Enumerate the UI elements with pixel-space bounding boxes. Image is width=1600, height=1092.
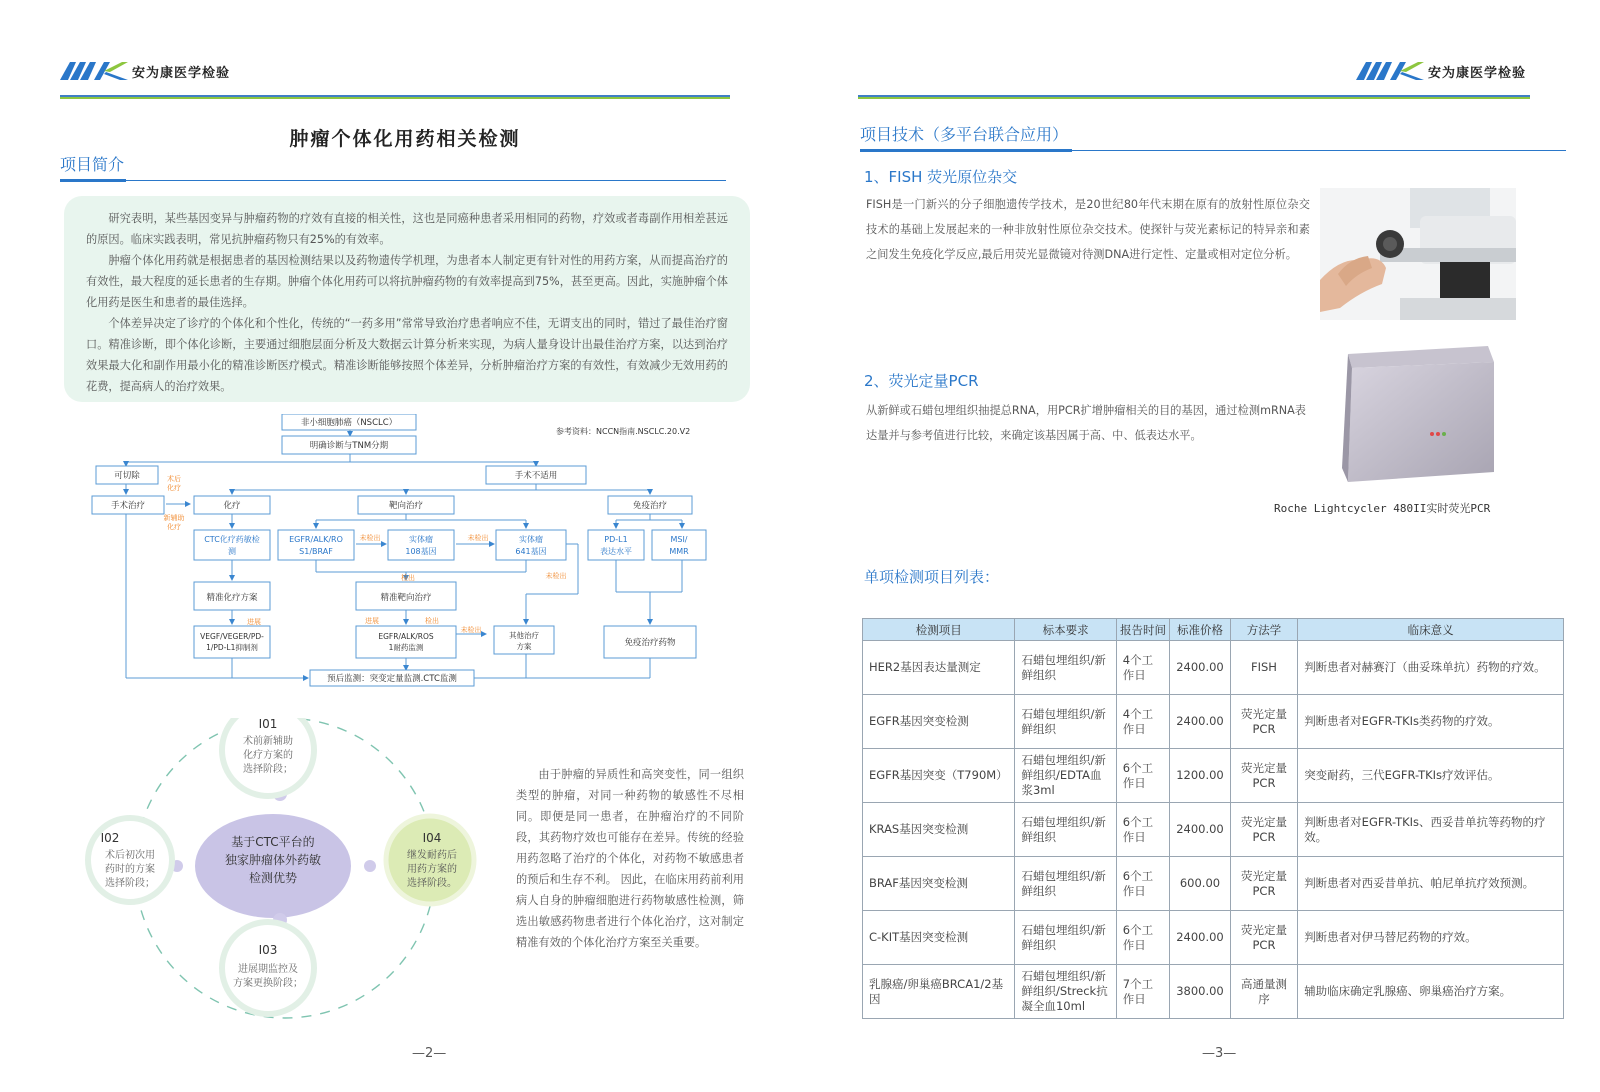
section-title-intro: 项目简介 xyxy=(60,155,125,174)
stage-i04-text: 用药方案的 xyxy=(407,864,457,875)
table-row xyxy=(863,803,1564,857)
node-vegf: VEGF/VEGER/PD- xyxy=(200,632,264,641)
node-immuno: 免疫治疗 xyxy=(632,501,668,511)
node-pdl1: 表达水平 xyxy=(600,547,632,556)
treatment-flowchart xyxy=(86,414,726,710)
standard-price: 2400.00 xyxy=(1170,803,1231,857)
node-other: 其他治疗 xyxy=(509,631,539,640)
label-detected: 检出 xyxy=(401,574,415,582)
node-egfr-monitor: 1耐药监测 xyxy=(388,643,424,652)
section-rule xyxy=(60,180,726,181)
intro-box xyxy=(64,196,750,402)
label-detected: 检出 xyxy=(425,617,439,625)
stage-i01-text: 术前新辅助 xyxy=(243,736,293,747)
report-time: 4个工作日 xyxy=(1116,641,1169,695)
method: 高通量测序 xyxy=(1230,965,1297,1019)
stage-i01-text: 化疗方案的 xyxy=(243,750,293,761)
test-item: HER2基因表达量测定 xyxy=(863,641,1015,695)
label-not-detected: 未检出 xyxy=(545,572,567,580)
stage-i03-number: I03 xyxy=(258,943,278,957)
node-precise-chemo: 精准化疗方案 xyxy=(206,593,258,603)
method: 荧光定量PCR xyxy=(1230,749,1297,803)
pcr-description: 从新鲜或石蜡包埋组织抽提总RNA，用PCR扩增肿瘤相关的目的基因，通过检测mRNA表达量并与参考值进行比较，来确定该基因属于高、中、低表达水平。 xyxy=(866,404,1306,442)
column-header: 方法学 xyxy=(1230,619,1297,641)
node-surgery: 手术治疗 xyxy=(110,501,146,511)
column-header: 检测项目 xyxy=(863,619,1015,641)
microscope-photo xyxy=(1320,188,1516,320)
table-row xyxy=(863,641,1564,695)
report-time: 7个工作日 xyxy=(1116,965,1169,1019)
sample-requirement: 石蜡包埋组织/新鲜组织 xyxy=(1015,911,1116,965)
label-progress: 进展 xyxy=(365,617,379,625)
brand-name: 安为康医学检验 xyxy=(132,65,231,81)
test-items-table xyxy=(862,618,1564,1019)
test-item: EGFR基因突变检测 xyxy=(863,695,1015,749)
node-pdl1: PD-L1 xyxy=(604,535,628,544)
node-msi: MSI/ xyxy=(670,535,688,544)
clinical-meaning: 判断患者对EGFR-TKIs、西妥昔单抗等药物的疗效。 xyxy=(1298,803,1564,857)
label-neoadj: 化疗 xyxy=(167,523,181,531)
header-rule xyxy=(60,95,730,99)
test-item: EGFR基因突变（T790M） xyxy=(863,749,1015,803)
clinical-meaning: 判断患者对EGFR-TKIs类药物的疗效。 xyxy=(1298,695,1564,749)
page-title: 肿瘤个体化用药相关检测 xyxy=(289,128,521,150)
brand-logo-icon xyxy=(60,60,128,82)
report-time: 6个工作日 xyxy=(1116,749,1169,803)
standard-price: 600.00 xyxy=(1170,857,1231,911)
sample-requirement: 石蜡包埋组织/新鲜组织 xyxy=(1015,641,1116,695)
label-not-detected: 未检出 xyxy=(467,534,489,542)
brand-logo xyxy=(1356,60,1526,82)
clinical-meaning: 判断患者对伊马替尼药物的疗效。 xyxy=(1298,911,1564,965)
label-not-detected: 未检出 xyxy=(359,534,381,542)
cycle-center-text: 独家肿瘤体外药敏 xyxy=(224,853,322,867)
test-item: BRAF基因突变检测 xyxy=(863,857,1015,911)
stage-i02-number: I02 xyxy=(100,831,120,845)
node-egfr: S1/BRAF xyxy=(299,547,333,556)
report-time: 6个工作日 xyxy=(1116,803,1169,857)
table-header-row xyxy=(863,619,1564,641)
stage-i04-text: 继发耐药后 xyxy=(407,850,457,861)
node-solid-108: 108基因 xyxy=(405,547,437,556)
table-row xyxy=(863,749,1564,803)
brand-logo-icon xyxy=(1356,60,1424,82)
flowchart-reference: 参考资料：NCCN指南.NSCLC.20.V2 xyxy=(556,427,691,436)
cycle-center-text: 基于CTC平台的 xyxy=(231,835,315,849)
node-solid-108: 实体瘤 xyxy=(409,535,433,544)
clinical-meaning: 判断患者对西妥昔单抗、帕尼单抗疗效预测。 xyxy=(1298,857,1564,911)
stage-i01-number: I01 xyxy=(258,718,278,731)
pcr-caption: Roche Lightcycler 480II实时荧光PCR xyxy=(1274,502,1491,515)
node-other: 方案 xyxy=(516,642,532,651)
label-postop: 化疗 xyxy=(167,484,181,492)
node-ctc-test: CTC化疗药敏检 xyxy=(204,535,260,544)
node-ctc-test: 测 xyxy=(228,547,236,556)
intro-paragraph: 研究表明，某些基因变异与肿瘤药物的疗效有直接的相关性，这也是同癌种患者采用相同的药物，疗效或者毒副作用相差甚远的原因。临床实践表明，常见抗肿瘤药物只有25%的有效率。 xyxy=(86,212,728,246)
fish-description: FISH是一门新兴的分子细胞遗传学技术，是20世纪80年代末期在原有的放射性原位杂交技术的基础上发展起来的一种非放射性原位杂交技术。使探针与荧光素标记的特异亲和素之间发生免疫化学反应,最后用荧光显微镜对待测DNA进行定性、定量或相对定位分析。 xyxy=(866,198,1310,261)
stage-i04-number: I04 xyxy=(422,831,442,845)
sample-requirement: 石蜡包埋组织/新鲜组织 xyxy=(1015,803,1116,857)
section-title-technology: 项目技术（多平台联合应用） xyxy=(860,125,1069,144)
stage-i03-text: 方案更换阶段； xyxy=(233,978,303,989)
node-chemo: 化疗 xyxy=(223,501,241,511)
table-title: 单项检测项目列表： xyxy=(864,568,1000,586)
sample-requirement: 石蜡包埋组织/新鲜组织/EDTA血浆3ml xyxy=(1015,749,1116,803)
sample-requirement: 石蜡包埋组织/新鲜组织 xyxy=(1015,857,1116,911)
node-resectable: 可切除 xyxy=(114,471,140,481)
section-rule xyxy=(860,150,1566,151)
pcr-title: 2、荧光定量PCR xyxy=(864,372,979,390)
node-targeted: 靶向治疗 xyxy=(388,501,424,511)
table-row xyxy=(863,965,1564,1019)
column-header: 标准价格 xyxy=(1170,619,1231,641)
brand-name: 安为康医学检验 xyxy=(1428,65,1527,81)
clinical-meaning: 辅助临床确定乳腺癌、卵巢癌治疗方案。 xyxy=(1298,965,1564,1019)
clinical-meaning: 突变耐药，三代EGFR-TKIs疗效评估。 xyxy=(1298,749,1564,803)
microscope-icon xyxy=(1320,188,1516,320)
test-item: 乳腺癌/卵巢癌BRCA1/2基因 xyxy=(863,965,1015,1019)
method: 荧光定量PCR xyxy=(1230,911,1297,965)
node-prognosis: 预后监测：突变定量监测.CTC监测 xyxy=(327,674,457,684)
sample-requirement: 石蜡包埋组织/新鲜组织/Streck抗凝全血10ml xyxy=(1015,965,1116,1019)
node-vegf: 1/PD-L1抑制剂 xyxy=(206,643,258,652)
clinical-meaning: 判断患者对赫赛汀（曲妥珠单抗）药物的疗效。 xyxy=(1298,641,1564,695)
label-neoadj: 新辅助 xyxy=(163,514,185,522)
standard-price: 2400.00 xyxy=(1170,641,1231,695)
cycle-center-text: 检测优势 xyxy=(248,871,298,885)
node-immuno-drug: 免疫治疗药物 xyxy=(624,638,676,648)
standard-price: 2400.00 xyxy=(1170,695,1231,749)
node-precise-targeted: 精准靶向治疗 xyxy=(380,593,432,603)
standard-price: 1200.00 xyxy=(1170,749,1231,803)
brand-logo xyxy=(60,60,230,82)
node-solid-641: 641基因 xyxy=(515,547,547,556)
report-time: 6个工作日 xyxy=(1116,857,1169,911)
node-msi: MMR xyxy=(669,547,689,556)
test-item: C-KIT基因突变检测 xyxy=(863,911,1015,965)
report-time: 6个工作日 xyxy=(1116,911,1169,965)
method: 荧光定量PCR xyxy=(1230,803,1297,857)
column-header: 报告时间 xyxy=(1116,619,1169,641)
test-item: KRAS基因突变检测 xyxy=(863,803,1015,857)
ctc-cycle-diagram xyxy=(70,718,500,1028)
header-rule xyxy=(858,95,1530,99)
heterogeneity-paragraph: 由于肿瘤的异质性和高突变性，同一组织类型的肿瘤，对同一种药物的敏感性不尽相同。即便是同一患者，在肿瘤治疗的不同阶段，其药物疗效也可能存在差异。传统的经验用药忽略了治疗的个体化，对药物不敏感患者的预后和生存不利。 因此，在临床用药前利用病人自身的肿瘤细胞进行药物敏感性检测，筛选出敏感药物患者进行个体化治疗，这对制定精准有效的个体化治疗方案至关重要。 xyxy=(516,768,744,949)
column-header: 标本要求 xyxy=(1015,619,1116,641)
standard-price: 2400.00 xyxy=(1170,911,1231,965)
fish-title: 1、FISH 荧光原位杂交 xyxy=(864,168,1018,186)
sample-requirement: 石蜡包埋组织/新鲜组织 xyxy=(1015,695,1116,749)
intro-paragraph: 肿瘤个体化用药就是根据患者的基因检测结果以及药物遗传学机理，为患者本人制定更有针对性的用药方案，从而提高治疗的有效性，最大程度的延长患者的生存期。肿瘤个体化用药可以将抗肿瘤药物的有效率提高到75%，甚至更高。因此，实施肿瘤个体化用药是医生和患者的最佳选择。 xyxy=(86,254,728,309)
column-header: 临床意义 xyxy=(1298,619,1564,641)
pcr-machine-photo xyxy=(1338,342,1500,494)
node-egfr: EGFR/ALK/RO xyxy=(289,535,343,544)
label-not-detected: 未检出 xyxy=(460,626,482,634)
stage-i04-text: 选择阶段。 xyxy=(407,878,457,889)
standard-price: 3800.00 xyxy=(1170,965,1231,1019)
label-progress: 进展 xyxy=(247,618,261,626)
table-row xyxy=(863,695,1564,749)
intro-paragraph: 个体差异决定了诊疗的个体化和个性化，传统的“一药多用”常常导致治疗患者响应不佳，无谓支出的同时，错过了最佳治疗窗口。精准诊断，即个体化诊断，主要通过细胞层面分析及大数据云计算分析来实现，为病人量身设计出最佳治疗方案，以达到治疗效果最大化和副作用最小化的精准诊断医疗模式。精准诊断能够按照个体差异，分析肿瘤治疗方案的有效性，有效减少无效用药的花费，提高病人的治疗效果。 xyxy=(86,317,728,393)
page-number: —3— xyxy=(1202,1046,1237,1061)
method: 荧光定量PCR xyxy=(1230,857,1297,911)
label-postop: 术后 xyxy=(167,475,181,483)
table-row xyxy=(863,857,1564,911)
page-number: —2— xyxy=(412,1046,447,1061)
node-egfr-monitor: EGFR/ALK/ROS xyxy=(378,632,434,641)
stage-i02-text: 术后初次用 xyxy=(105,850,155,861)
report-time: 4个工作日 xyxy=(1116,695,1169,749)
method: FISH xyxy=(1230,641,1297,695)
pcr-machine-icon xyxy=(1338,342,1500,494)
method: 荧光定量PCR xyxy=(1230,695,1297,749)
node-nsclc: 非小细胞肺癌（NSCLC） xyxy=(300,418,398,428)
stage-i03-text: 进展期监控及 xyxy=(238,964,298,975)
node-non-surgical: 手术不适用 xyxy=(514,471,558,481)
stage-i02-text: 选择阶段； xyxy=(105,878,155,889)
stage-i02-text: 药时的方案 xyxy=(105,864,155,875)
stage-i01-text: 选择阶段； xyxy=(243,764,293,775)
node-diagnosis: 明确诊断与TNM分期 xyxy=(309,441,389,451)
table-row xyxy=(863,911,1564,965)
node-solid-641: 实体瘤 xyxy=(519,535,543,544)
